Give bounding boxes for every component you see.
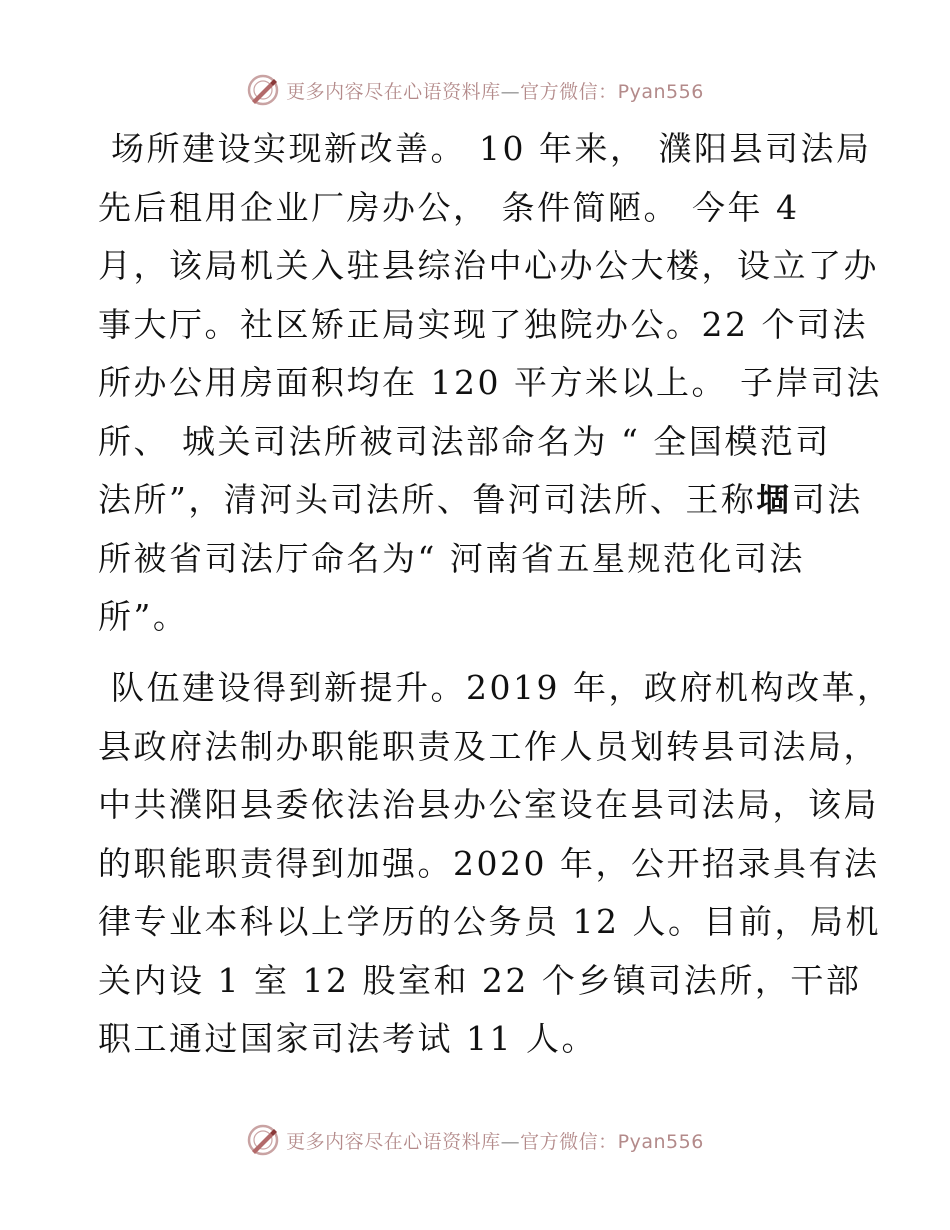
paragraph-team-building <box>98 659 893 1069</box>
text-segment: 司法 <box>791 480 863 519</box>
text-line: 职工通过国家司法考试 11 人。 <box>98 1019 597 1058</box>
watermark-text: 更多内容尽在心语资料库—官方微信：Pyan556 <box>286 1130 704 1153</box>
text-line-with-bold <box>98 471 863 530</box>
text-line: 的职能职责得到加强。2020 年，公开招录具有法 <box>98 843 880 883</box>
text-line: 月，该局机关入驻县综治中心办公大楼，设立了办 <box>98 246 879 285</box>
bold-character: 堌 <box>756 480 792 519</box>
footer-watermark <box>0 1120 950 1160</box>
text-line: 事大厅。社区矫正局实现了独院办公。22 个司法 <box>98 304 868 344</box>
text-line: 队伍建设得到新提升。2019 年，政府机构改革， <box>98 668 893 707</box>
text-line: 律专业本科以上学历的公务员 12 人。目前，局机 <box>98 902 881 941</box>
watermark-text: 更多内容尽在心语资料库—官方微信：Pyan556 <box>286 80 704 103</box>
text-line: 关内设 1 室 12 股室和 22 个乡镇司法所，干部 <box>98 960 862 1000</box>
text-line: 所办公用房面积均在 120 平方米以上。 子岸司法 <box>98 363 882 402</box>
paragraph-facilities <box>98 120 882 647</box>
header-watermark <box>0 70 950 110</box>
text-line: 县政府法制办职能职责及工作人员划转县司法局， <box>98 726 879 766</box>
text-line: 所”。 <box>98 597 189 636</box>
text-segment: 法所”，清河头司法所、鲁河司法所、王称 <box>98 480 757 519</box>
text-line: 所被省司法厅命名为“ 河南省五星规范化司法 <box>98 538 805 578</box>
pen-logo-icon <box>246 73 280 107</box>
text-line: 场所建设实现新改善。 10 年来， 濮阳县司法局 <box>98 129 872 168</box>
text-line: 所、 城关司法所被司法部命名为 “ 全国模范司 <box>98 421 831 461</box>
pen-logo-icon <box>246 1123 280 1157</box>
text-line: 先后租用企业厂房办公， 条件简陋。 今年 4 <box>98 187 800 227</box>
text-line: 中共濮阳县委依法治县办公室设在县司法局，该局 <box>98 785 879 824</box>
